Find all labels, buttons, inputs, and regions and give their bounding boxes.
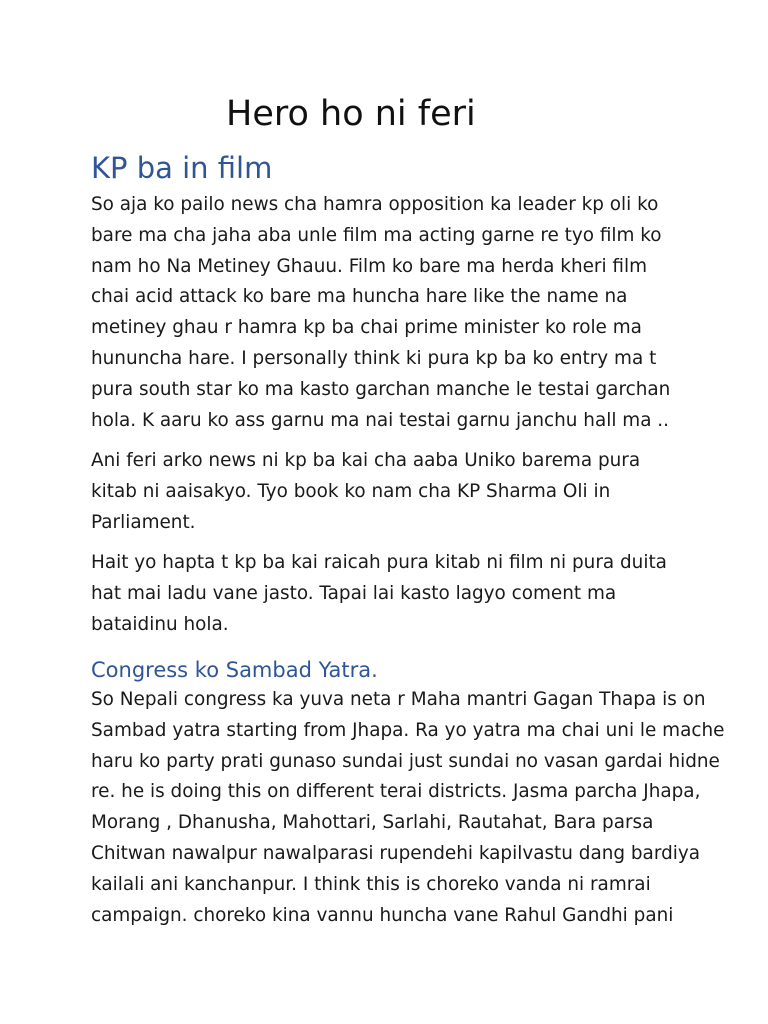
paragraph-comment-prompt xyxy=(91,548,681,640)
text-line: kailali ani kanchanpur. I think this is choreko vanda ni ramrai xyxy=(91,873,651,895)
text-line: campaign. choreko kina vannu huncha vane Rahul Gandhi pani xyxy=(91,904,674,926)
text-line: haru ko party prati gunaso sundai just sundai no vasan gardai hidne xyxy=(91,750,720,772)
text-line: So aja ko pailo news cha hamra opposition ka leader kp oli ko xyxy=(91,194,659,215)
text-line: hununcha hare. I personally think ki pura kp ba ko entry ma t xyxy=(91,347,657,369)
text-line: chai acid attack ko bare ma huncha hare like the name na xyxy=(91,286,628,308)
text-line: pura south star ko ma kasto garchan manche le testai garchan xyxy=(91,378,671,400)
text-line: Parliament. xyxy=(91,511,196,533)
text-line: Chitwan nawalpur nawalparasi rupendehi kapilvastu dang bardiya xyxy=(91,842,701,864)
text-line: bataidinu hola. xyxy=(91,613,229,635)
text-line: nam ho Na Metiney Ghauu. Film ko bare ma herda kheri film xyxy=(91,255,648,277)
text-line: hat mai ladu vane jasto. Tapai lai kasto lagyo coment ma xyxy=(91,582,617,604)
section-heading-congress-sambad-yatra: Congress ko Sambad Yatra. xyxy=(91,658,378,682)
text-line: hola. K aaru ko ass garnu ma nai testai garnu janchu hall ma .. xyxy=(91,409,670,431)
text-line: metiney ghau r hamra kp ba chai prime minister ko role ma xyxy=(91,317,642,339)
text-line: Sambad yatra starting from Jhapa. Ra yo yatra ma chai uni le mache xyxy=(91,719,725,741)
text-line: re. he is doing this on different terai districts. Jasma parcha Jhapa, xyxy=(91,781,701,803)
paragraph-sambad-yatra xyxy=(91,685,725,931)
paragraph-kp-book-news xyxy=(91,446,681,538)
paragraph-kp-film-news xyxy=(91,190,681,436)
section-heading-kp-ba-in-film: KP ba in film xyxy=(91,151,273,185)
text-line: kitab ni aaisakyo. Tyo book ko nam cha KP Sharma Oli in xyxy=(91,480,611,502)
document-title: Hero ho ni feri xyxy=(226,94,476,134)
text-line: Hait yo hapta t kp ba kai raicah pura kitab ni film ni pura duita xyxy=(91,552,667,573)
text-line: bare ma cha jaha aba unle film ma acting garne re tyo film ko xyxy=(91,224,662,246)
text-line: Morang , Dhanusha, Mahottari, Sarlahi, Rautahat, Bara parsa xyxy=(91,812,654,834)
text-line: So Nepali congress ka yuva neta r Maha mantri Gagan Thapa is on xyxy=(91,689,706,710)
text-line: Ani feri arko news ni kp ba kai cha aaba Uniko barema pura xyxy=(91,450,641,471)
